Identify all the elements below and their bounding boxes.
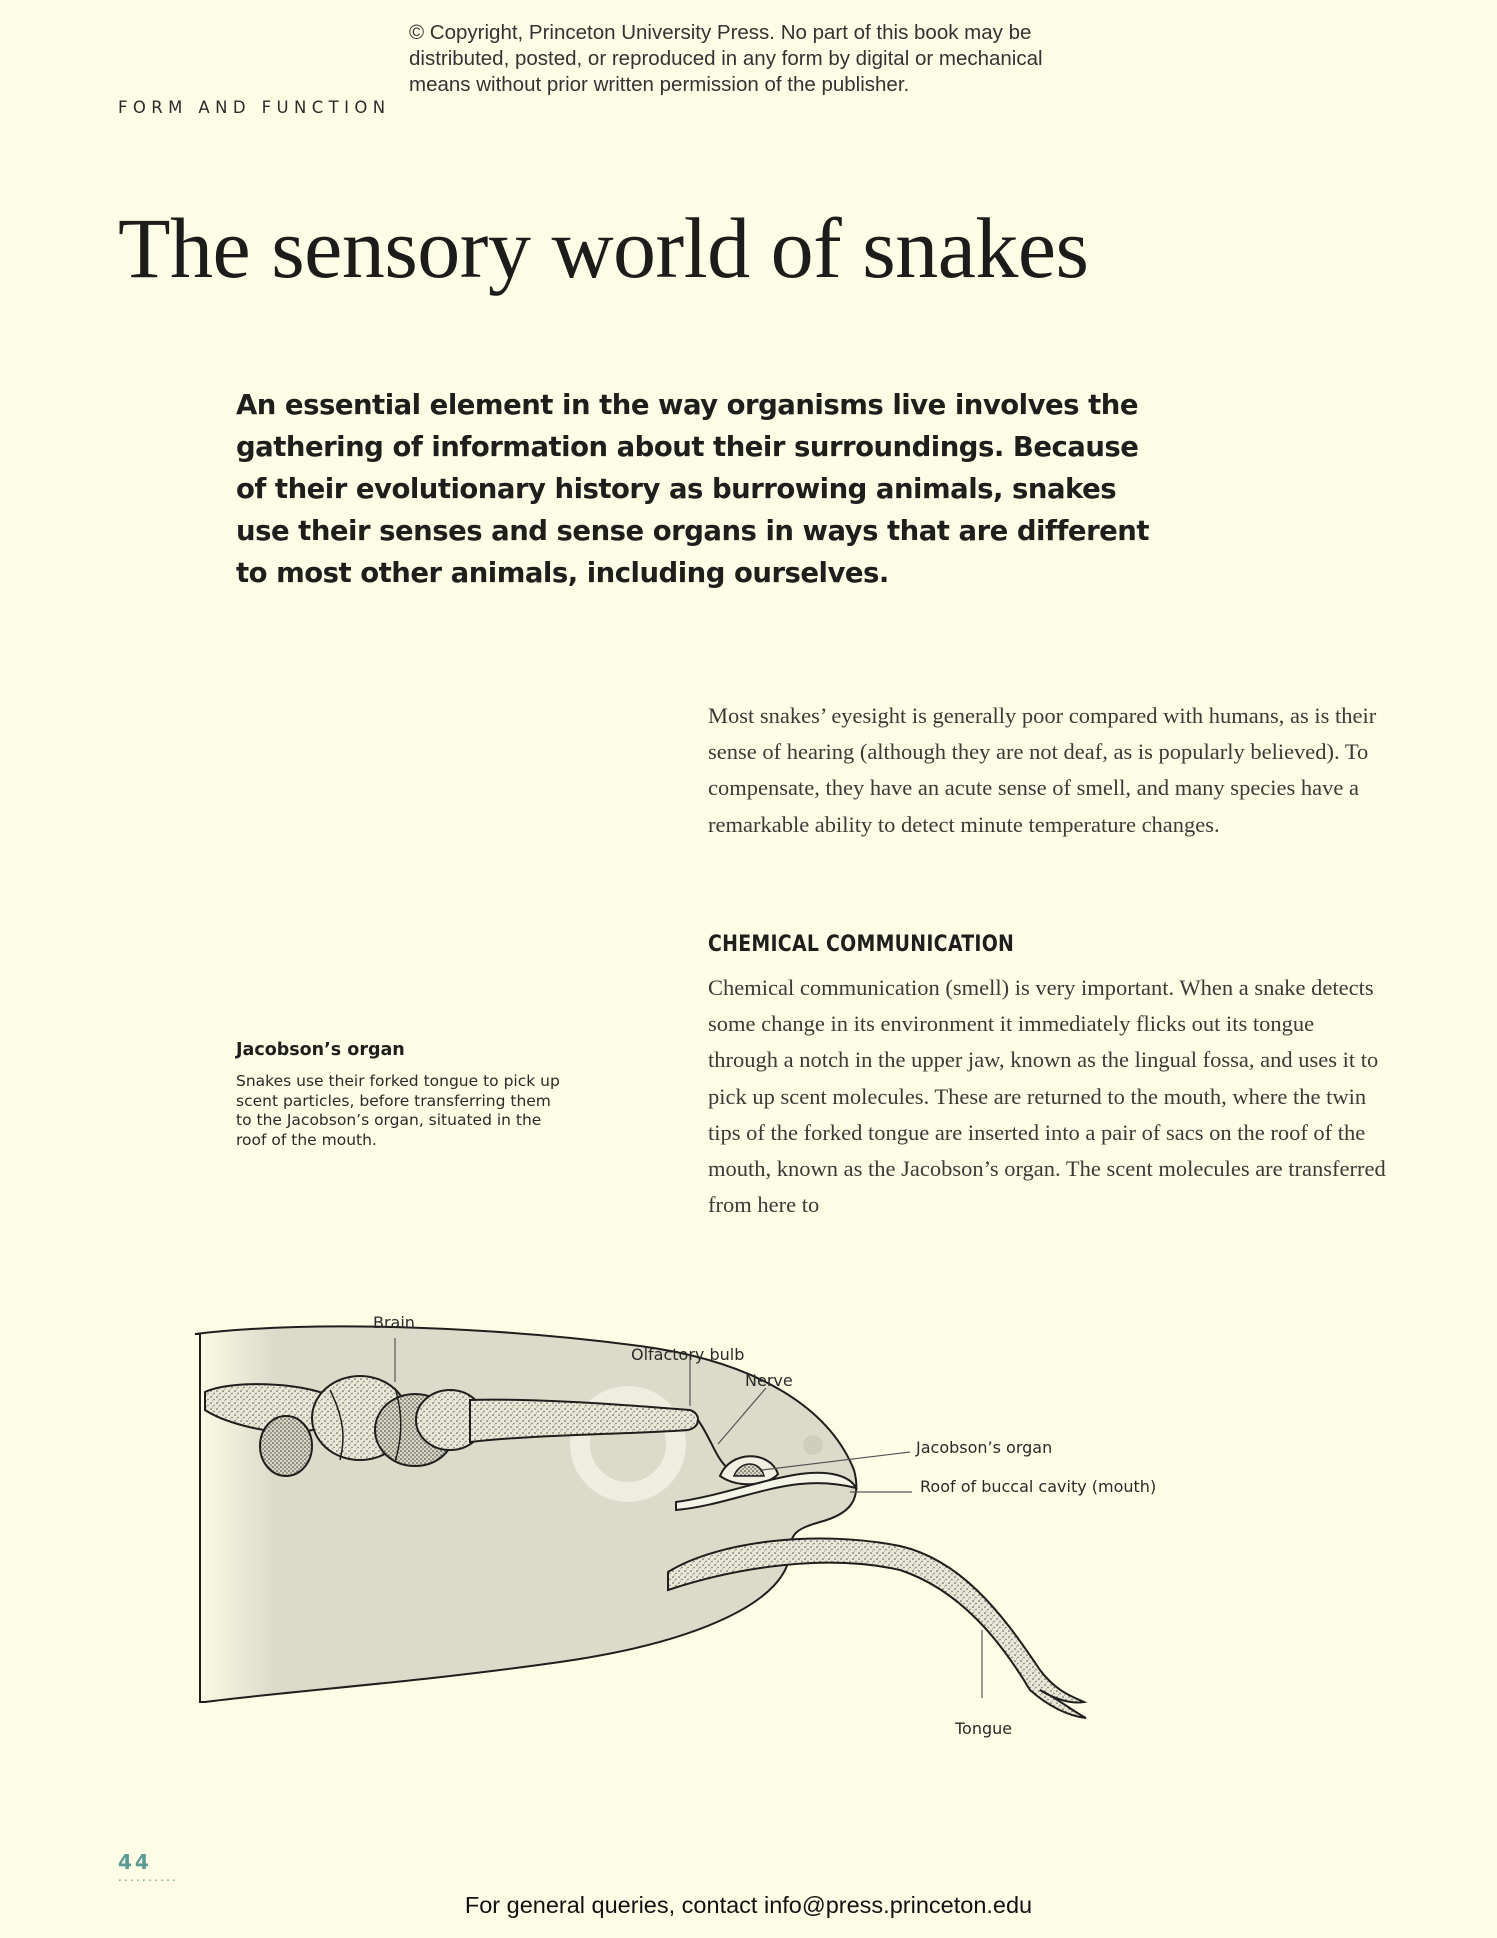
page-number: 44 <box>118 1850 152 1874</box>
copyright-notice: © Copyright, Princeton University Press. No part of this book may be distributed, posted, or reproduced in any form by digital or mechanical means without prior written permission of the publisher. <box>409 21 1043 96</box>
body-paragraph-chemical: Chemical communication (smell) is very important. When a snake detects some change in its environment it immediately flicks out its tongue through a notch in the upper jaw, known as the lingual fossa, and uses it to pick up scent molecules. These are returned to the mouth, where the twin tips of the forked tongue are inserted into a pair of sacs on the roof of the mouth, known as the Jacobson’s organ. The scent molecules are transferred from here to <box>708 975 1386 1218</box>
snake-head-illustration <box>0 1270 1497 1750</box>
caption-title: Jacobson’s organ <box>236 1040 405 1060</box>
caption-body: Snakes use their forked tongue to pick up scent particles, before transferring them to the Jacobson’s organ, situated in the roof of the mouth. <box>236 1072 560 1149</box>
label-tongue: Tongue <box>955 1719 1013 1738</box>
label-olfactory-bulb: Olfactory bulb <box>631 1345 745 1364</box>
intro-paragraph: An essential element in the way organisms live involves the gathering of information about their surroundings. Because of their evolutionary history as burrowing animals, snakes use their senses and sense organs in ways that are different to most other animals, including ourselves. <box>236 389 1150 589</box>
footer-contact: For general queries, contact info@press.princeton.edu <box>464 1892 1033 1918</box>
label-brain: Brain <box>373 1313 415 1332</box>
section-label: FORM AND FUNCTION <box>118 98 391 117</box>
label-roof-of-buccal-cavity: Roof of buccal cavity (mouth) <box>920 1477 1157 1496</box>
body-paragraph-eyesight: Most snakes’ eyesight is generally poor compared with humans, as is their sense of hearing (although they are not deaf, as is popularly believed). To compensate, they have an acute sense of smell, and many species have a remarkable ability to detect minute temperature changes. <box>708 703 1377 837</box>
label-jacobsons-organ: Jacobson’s organ <box>916 1438 1053 1457</box>
label-nerve: Nerve <box>745 1371 793 1390</box>
page-title: The sensory world of snakes <box>118 200 1089 296</box>
page-number-dots: .......... <box>118 1870 179 1884</box>
chemical-communication-heading: CHEMICAL COMMUNICATION <box>708 932 1015 957</box>
tongue-shape <box>668 1538 1086 1718</box>
